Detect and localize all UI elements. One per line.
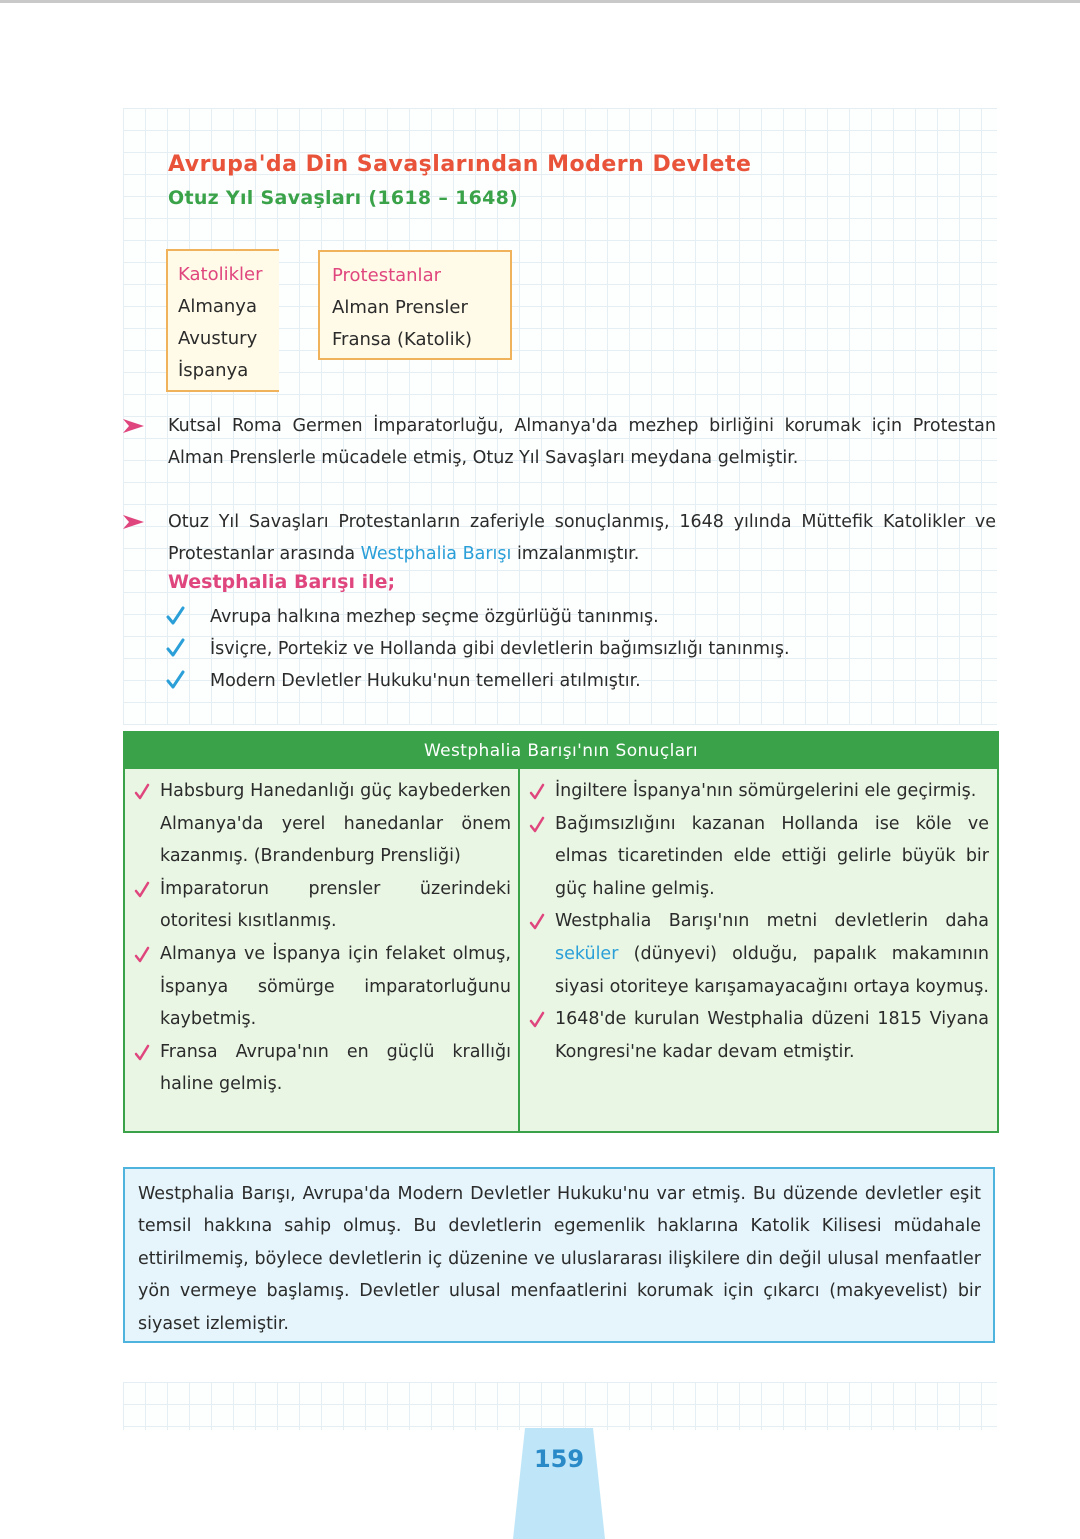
list-item-text: Avrupa halkına mezhep seçme özgürlüğü tanınmış. xyxy=(210,607,659,627)
protestants-member: Alman Prensler xyxy=(332,297,468,318)
westphalia-highlight: Westphalia Barışı xyxy=(360,544,512,564)
check-icon xyxy=(133,1042,151,1062)
table-item-text: 1648'de kurulan Westphalia düzeni 1815 Viyana Kongresi'ne kadar devam etmiştir. xyxy=(555,1009,989,1062)
table-item xyxy=(125,775,518,873)
check-icon xyxy=(528,911,546,931)
list-item xyxy=(164,601,984,633)
check-icon xyxy=(528,781,546,801)
page-subtitle: Otuz Yıl Savaşları (1618 – 1648) xyxy=(168,187,519,209)
table-item xyxy=(520,1003,997,1068)
table-item xyxy=(520,905,997,1003)
results-column-left xyxy=(125,769,520,1131)
table-item-text: Almanya ve İspanya için felaket olmuş, İspanya sömürge imparatorluğunu kaybetmiş. xyxy=(160,943,511,1030)
check-icon xyxy=(164,605,186,627)
list-item xyxy=(164,665,984,697)
arrow-bullet-icon xyxy=(122,417,146,435)
table-item xyxy=(125,873,518,938)
check-icon xyxy=(164,637,186,659)
protestants-member: Fransa (Katolik) xyxy=(332,329,473,350)
check-icon xyxy=(164,669,186,691)
table-item-text: Bağımsızlığını kazanan Hollanda ise köle ve elmas ticaretinden elde ettiği gelirle büyük bir güç haline gelmiş. xyxy=(555,813,989,899)
table-item xyxy=(125,938,518,1036)
catholics-heading: Katolikler xyxy=(178,264,263,285)
table-item-text: Westphalia Barışı'nın metni devletlerin daha xyxy=(555,911,989,932)
protestants-heading: Protestanlar xyxy=(332,265,441,286)
paragraph-holy-roman-empire: Kutsal Roma Germen İmparatorluğu, Almanya'da mezhep birliğini korumak için Protestan Alman Prenslerle mücadele etmiş, Otuz Yıl Savaşları meydana gelmiştir. xyxy=(168,416,996,468)
protestants-box xyxy=(318,250,512,360)
paragraph-war-outcome xyxy=(168,506,996,570)
list-item-text: Modern Devletler Hukuku'nun temelleri atılmıştır. xyxy=(210,671,641,691)
catholics-member: Avustury xyxy=(178,328,258,349)
check-icon xyxy=(133,879,151,899)
page-number: 159 xyxy=(533,1445,585,1473)
catholics-box xyxy=(166,249,279,392)
page-title: Avrupa'da Din Savaşlarından Modern Devlete xyxy=(168,152,752,177)
results-column-right xyxy=(520,769,997,1131)
catholics-member: İspanya xyxy=(178,360,249,381)
westphalia-list xyxy=(164,601,984,697)
table-item-text: İngiltere İspanya'nın sömürgelerini ele geçirmiş. xyxy=(555,781,977,801)
table-item xyxy=(520,775,997,808)
table-item-text: (dünyevi) olduğu, papalık makamının siyasi otoriteye karışamayacağını ortaya koymuş. xyxy=(555,943,989,997)
list-item-text: İsviçre, Portekiz ve Hollanda gibi devletlerin bağımsızlığı tanınmış. xyxy=(210,639,790,659)
summary-box: Westphalia Barışı, Avrupa'da Modern Devletler Hukuku'nu var etmiş. Bu düzende devletler eşit temsil hakkına sahip olmuş. Bu devletlerin egemenlik haklarına Katolik Kilisesi müdahale ettirilmemiş, böylece devletlerin iç düzenine ve uluslararası ilişkilere din değil ulusal menfaatler yön vermeye başlamış. Devletler ulusal menfaatlerini korumak için çıkarcı (makyevelist) bir siyaset izlemiştir. xyxy=(123,1167,995,1343)
secular-highlight: seküler xyxy=(555,943,619,964)
table-item xyxy=(520,808,997,906)
paragraph-text: imzalanmıştır. xyxy=(511,544,640,564)
table-item-text: İmparatorun prensler üzerindeki otoritesi kısıtlanmış. xyxy=(160,878,511,932)
table-item-text: Fransa Avrupa'nın en güçlü krallığı haline gelmiş. xyxy=(160,1041,511,1095)
arrow-bullet-icon xyxy=(122,513,146,531)
paragraph-text: Otuz Yıl Savaşları Protestanların zaferiyle sonuçlanmış, 1648 yılında Müttefik Katolikler ve Protestanlar arasında xyxy=(168,512,996,564)
check-icon xyxy=(133,781,151,801)
table-item-text: Habsburg Hanedanlığı güç kaybederken Almanya'da yerel hanedanlar önem kazanmış. (Brandenburg Prensliği) xyxy=(160,781,511,867)
catholics-member: Almanya xyxy=(178,296,257,317)
table-item xyxy=(125,1036,518,1101)
results-table xyxy=(123,731,999,1133)
westphalia-heading: Westphalia Barışı ile; xyxy=(168,571,396,593)
list-item xyxy=(164,633,984,665)
results-table-title: Westphalia Barışı'nın Sonuçları xyxy=(125,733,997,769)
check-icon xyxy=(528,814,546,834)
check-icon xyxy=(528,1009,546,1029)
check-icon xyxy=(133,944,151,964)
